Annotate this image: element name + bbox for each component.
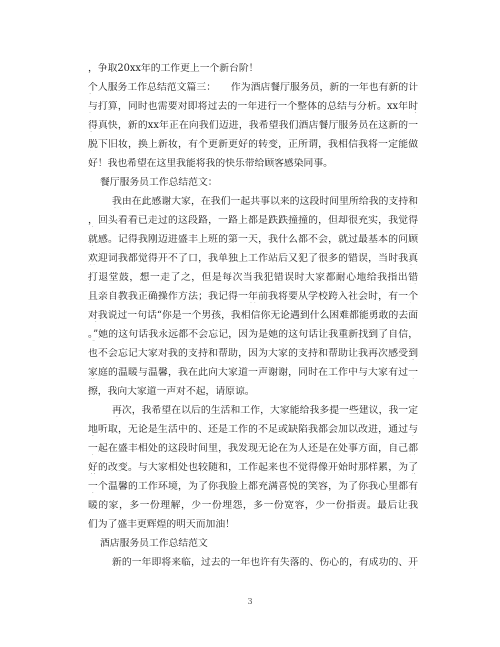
page-number: 3 bbox=[247, 597, 253, 606]
text-line-27: 新的一年即将来临，过去的一年也许有失落的、伤心的，有成功的、开 bbox=[112, 557, 418, 568]
text-line-16: 也不会忘记大家对我的支持和帮助，因为大家的支持和帮助让我再次感受到 bbox=[88, 348, 418, 359]
text-line-3: 与打算，同时也需要对即将过去的一年进行一个整体的总结与分析。xx年时 bbox=[88, 101, 418, 112]
text-line-1: ，争取20xx年的工作更上一个新台阶！ bbox=[88, 63, 259, 74]
text-line-18: 擦，我向大家道一声对不起，请原谅。 bbox=[88, 386, 255, 397]
text-line-12: 打退堂鼓，想一走了之，但是每次当我犯错误时大家都耐心地给我指出错 bbox=[88, 272, 418, 283]
text-line-4: 得真快，新的xx年正在向我们迈进，我希望我们酒店餐厅服务员在这新的一 bbox=[88, 120, 418, 131]
text-line-13: 且亲自教我正确操作方法；我记得一年前我将要从学校跨入社会时，有一个 bbox=[88, 291, 418, 302]
text-line-6: 好！我也希望在这里我能将我的快乐带给顾客感染同事。 bbox=[88, 158, 333, 169]
text-line-14: 对我说过一句话“你是一个男孩，我相信你无论遇到什么困难都能勇敢的去面 bbox=[88, 310, 418, 321]
text-line-15: 。”她的这句话我永远都不会忘记，因为是她的这句话让我重新找到了自信， bbox=[88, 329, 418, 340]
text-line-8: 我由在此感谢大家，在我们一起共事以来的这段时间里所给我的支持和 bbox=[112, 196, 418, 207]
section-heading-2: 酒店服务员工作总结范文 bbox=[100, 538, 208, 549]
text-line-25: 们为了盛丰更辉煌的明天而加油！ bbox=[88, 519, 235, 530]
text-line-22: 好的改变。与大家相处也较随和，工作起来也不觉得像开始时那样累，为了 bbox=[88, 462, 418, 473]
text-line-17: 家庭的温暖与温馨，我在此向大家道一声谢谢，同时在工作中与大家有过一 bbox=[88, 367, 418, 378]
text-line-11: 欢迎词我都觉得开不了口，我单独上工作站后又犯了很多的错误，当时我真 bbox=[88, 253, 418, 264]
section-heading-1: 餐厅服务员工作总结范文： bbox=[100, 177, 218, 188]
text-line-19: 再次，我希望在以后的生活和工作，大家能给我多提一些建议，我一定 bbox=[112, 405, 418, 416]
text-line-5: 脱下旧妆，换上新妆，有个更新更好的转变，正所谓，我相信我将一定能做 bbox=[88, 139, 418, 150]
text-line-9: ，回头看看已走过的这段路，一路上都是跌跌撞撞的，但却很充实，我觉得 bbox=[88, 215, 418, 226]
text-line-20: 地听取，无论是生活中的、还是工作的不足或缺陷我都会加以改进，通过与 bbox=[88, 424, 418, 435]
text-line-21: 一起在盛丰相处的这段时间里，我发现无论在为人还是在处事方面，自己都 bbox=[88, 443, 418, 454]
text-line-2: 个人服务工作总结范文篇三： 作为酒店餐厅服务员，新的一年也有新的计 bbox=[88, 82, 418, 93]
text-line-24: 暖的家，多一份理解，少一份埋怨，多一份宽容，少一份指责。最后让我 bbox=[88, 500, 418, 511]
text-line-10: 就感。记得我刚迈进盛丰上班的第一天，我什么都不会，就过最基本的问顾 bbox=[88, 234, 418, 245]
text-line-23: 一个温馨的工作环境，为了你我脸上都充满喜悦的笑容，为了你我心里都有 bbox=[88, 481, 418, 492]
